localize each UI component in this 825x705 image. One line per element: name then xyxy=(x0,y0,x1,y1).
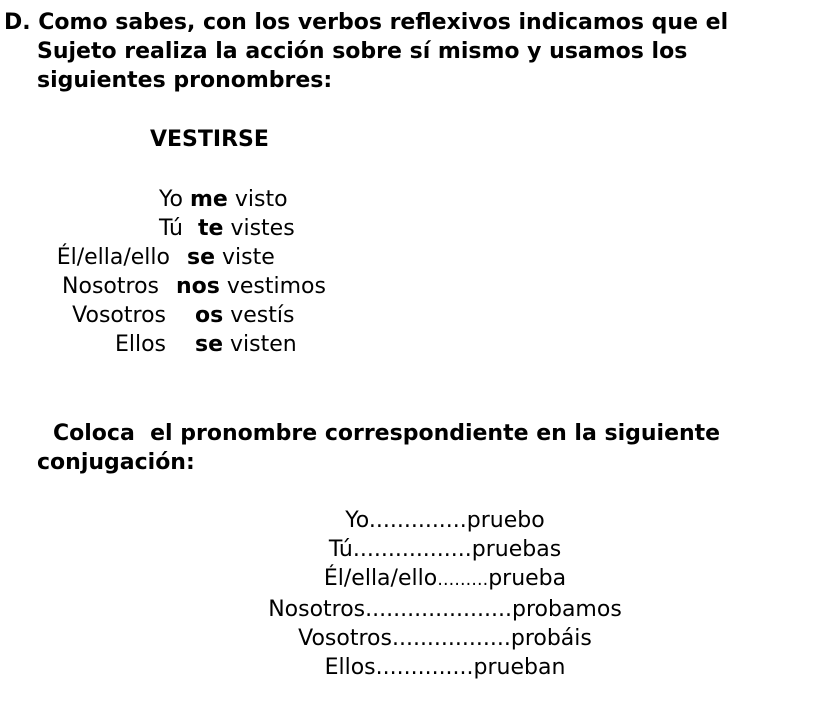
exercise-subject: Vosotros xyxy=(298,626,392,651)
heading-line-1: D. Como sabes, con los verbos reflexivos indicamos que el xyxy=(4,10,729,35)
conjugation-row xyxy=(0,272,326,301)
conj-pronoun: se xyxy=(195,332,224,357)
instruction-line-1: Coloca el pronombre correspondiente en la siguiente xyxy=(53,421,721,446)
conj-subject: Tú xyxy=(158,216,183,241)
conj-form: visten xyxy=(230,332,297,357)
exercise-blank: ................. xyxy=(352,537,472,562)
conj-pronoun: te xyxy=(198,216,224,241)
instruction-line-2: conjugación: xyxy=(37,450,195,475)
heading-line-3: siguientes pronombres: xyxy=(37,68,333,93)
conj-form: vistes xyxy=(230,216,295,241)
exercise-form: pruebo xyxy=(466,508,545,533)
conj-form: viste xyxy=(222,245,275,270)
conjugation-row xyxy=(0,301,294,330)
exercise-subject: Ellos xyxy=(324,655,376,680)
exercise-subject: Él/ella/ello xyxy=(323,566,438,591)
conj-subject: Yo xyxy=(159,187,183,212)
exercise-blank: .............. xyxy=(375,655,474,680)
conj-subject: Nosotros xyxy=(62,274,159,299)
exercise-form: probamos xyxy=(512,597,622,622)
verb-title: VESTIRSE xyxy=(150,127,269,152)
exercise-form: prueban xyxy=(473,655,566,680)
exercise-row xyxy=(0,564,825,595)
conj-form: vestimos xyxy=(226,274,326,299)
exercise-form: prueba xyxy=(488,566,567,591)
exercise-row xyxy=(0,653,825,682)
exercise-row xyxy=(0,535,825,564)
exercise-blank: ……… xyxy=(437,570,489,590)
conj-pronoun: nos xyxy=(176,274,220,299)
exercise-blank: .............. xyxy=(368,508,467,533)
exercise-row xyxy=(0,624,825,653)
conj-pronoun: os xyxy=(195,303,224,328)
exercise-row xyxy=(0,506,825,535)
conj-subject: Ellos xyxy=(114,332,166,357)
exercise-subject: Nosotros xyxy=(268,597,366,622)
fill-in-exercise xyxy=(0,506,825,682)
conj-form: vestís xyxy=(230,303,295,328)
conj-pronoun: me xyxy=(190,187,228,212)
exercise-blank: ................. xyxy=(391,626,511,651)
conj-subject: Vosotros xyxy=(72,303,166,328)
conjugation-row xyxy=(0,185,288,214)
heading-line-2: Sujeto realiza la acción sobre sí mismo y usamos los xyxy=(37,39,688,64)
conjugation-row xyxy=(0,214,295,243)
conj-form: visto xyxy=(234,187,288,212)
exercise-row xyxy=(0,595,825,624)
exercise-subject: Yo xyxy=(345,508,369,533)
conj-subject: Él/ella/ello xyxy=(56,245,170,270)
exercise-form: pruebas xyxy=(471,537,562,562)
exercise-form: probáis xyxy=(510,626,592,651)
exercise-blank: ..................... xyxy=(365,597,512,622)
conjugation-row xyxy=(0,243,275,272)
exercise-instruction xyxy=(37,419,817,477)
section-heading xyxy=(4,8,819,95)
exercise-subject: Tú xyxy=(328,537,353,562)
conjugation-row xyxy=(0,330,297,359)
conj-pronoun: se xyxy=(187,245,216,270)
